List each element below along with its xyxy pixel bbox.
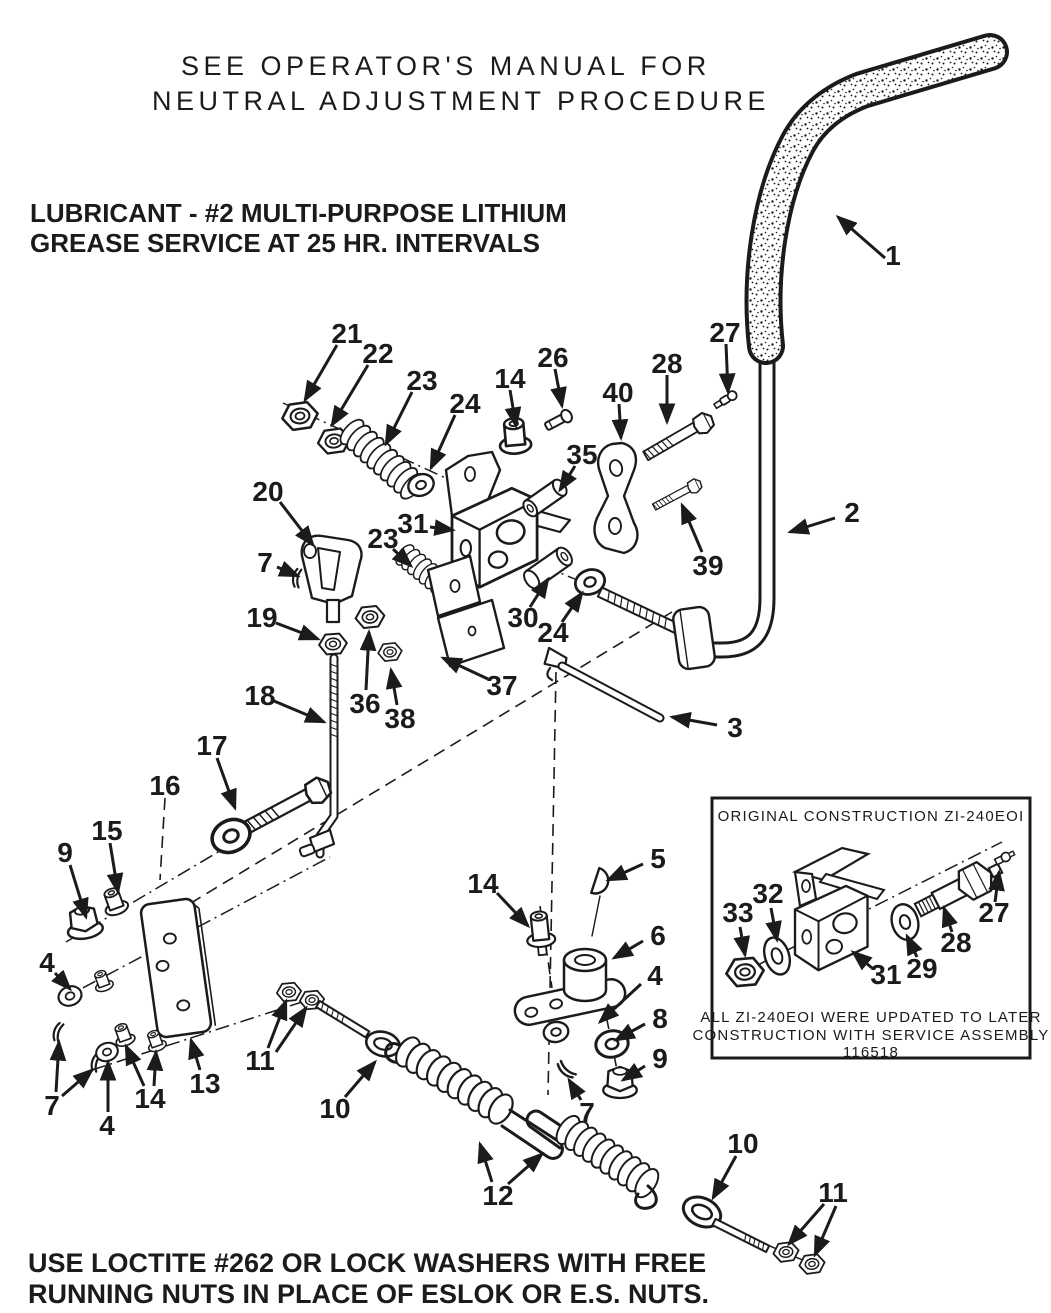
svg-text:1: 1 xyxy=(885,240,901,271)
bolt-39 xyxy=(651,477,704,514)
callout-35 xyxy=(560,439,598,490)
svg-text:26: 26 xyxy=(537,342,569,373)
svg-text:7: 7 xyxy=(579,1097,595,1128)
woodruff-key-5 xyxy=(591,868,611,897)
callout-5 xyxy=(608,843,666,880)
svg-text:4: 4 xyxy=(647,960,663,991)
flange-nut-9-pivot xyxy=(603,1067,637,1098)
nut-36 xyxy=(355,605,386,628)
callout-4a xyxy=(39,947,70,989)
svg-text:30: 30 xyxy=(507,602,539,633)
svg-text:21: 21 xyxy=(331,318,363,349)
svg-text:14: 14 xyxy=(467,868,499,899)
lubricant-note-line2: GREASE SERVICE AT 25 HR. INTERVALS xyxy=(30,228,540,258)
callout-19 xyxy=(246,602,318,639)
svg-text:18: 18 xyxy=(244,680,276,711)
svg-text:24: 24 xyxy=(537,617,569,648)
washer-4-pivot xyxy=(542,1020,570,1044)
callout-14c xyxy=(467,868,528,926)
top-note-line2: NEUTRAL ADJUSTMENT PROCEDURE xyxy=(152,86,771,116)
svg-text:31: 31 xyxy=(397,508,429,539)
svg-text:19: 19 xyxy=(246,602,278,633)
rod-ferrule xyxy=(672,606,716,670)
notes xyxy=(28,51,770,1309)
inset-title: ORIGINAL CONSTRUCTION ZI-240EOI xyxy=(717,808,1025,825)
nut-11-right-a xyxy=(772,1241,800,1263)
callout-22 xyxy=(332,338,394,425)
svg-text:17: 17 xyxy=(196,730,228,761)
svg-text:4: 4 xyxy=(39,947,55,978)
callout-24b xyxy=(537,593,582,648)
svg-text:38: 38 xyxy=(384,703,416,734)
construction-lines xyxy=(60,403,812,1264)
svg-text:4: 4 xyxy=(99,1110,115,1141)
inset-note-line2: CONSTRUCTION WITH SERVICE ASSEMBLY xyxy=(692,1027,1050,1044)
cotter-pin-7-pivot xyxy=(556,1060,576,1080)
svg-text:24: 24 xyxy=(449,388,481,419)
svg-text:9: 9 xyxy=(57,837,73,868)
svg-text:8: 8 xyxy=(652,1003,668,1034)
svg-text:14: 14 xyxy=(134,1083,166,1114)
callout-7a xyxy=(257,547,298,578)
svg-text:31: 31 xyxy=(870,959,902,990)
bottom-note-line2: RUNNING NUTS IN PLACE OF ESLOK OR E.S. NUTS. xyxy=(28,1279,710,1309)
svg-text:23: 23 xyxy=(406,365,438,396)
svg-text:11: 11 xyxy=(245,1045,275,1076)
callout-11b xyxy=(789,1177,848,1255)
callout-11a xyxy=(245,1001,306,1076)
svg-text:3: 3 xyxy=(727,712,743,743)
callout-18 xyxy=(244,680,324,722)
callout-12 xyxy=(480,1144,542,1211)
nut-38 xyxy=(377,642,402,661)
extension-spring-12-right xyxy=(527,1111,663,1208)
handle-grip xyxy=(764,52,990,346)
callout-10b xyxy=(713,1128,759,1198)
svg-text:40: 40 xyxy=(602,377,634,408)
bottom-note-line1: USE LOCTITE #262 OR LOCK WASHERS WITH FREE xyxy=(28,1248,707,1278)
svg-text:28: 28 xyxy=(651,348,683,379)
svg-text:5: 5 xyxy=(650,843,666,874)
svg-text:20: 20 xyxy=(252,476,284,507)
svg-text:13: 13 xyxy=(189,1068,221,1099)
inset-original-construction xyxy=(693,798,1050,1061)
callout-17 xyxy=(196,730,235,808)
callout-26 xyxy=(537,342,568,406)
callout-37 xyxy=(443,658,518,701)
callout-14a xyxy=(494,363,526,426)
callout-13 xyxy=(189,1040,220,1099)
callout-7b xyxy=(44,1042,92,1121)
svg-text:9: 9 xyxy=(652,1043,668,1074)
bolt-28 xyxy=(641,410,717,465)
callout-40 xyxy=(602,377,633,438)
svg-text:10: 10 xyxy=(727,1128,759,1159)
svg-text:39: 39 xyxy=(692,550,724,581)
svg-text:16: 16 xyxy=(149,770,181,801)
svg-text:10: 10 xyxy=(319,1093,351,1124)
svg-text:22: 22 xyxy=(362,338,394,369)
svg-text:7: 7 xyxy=(44,1090,60,1121)
svg-text:15: 15 xyxy=(91,815,123,846)
top-note-line1: SEE OPERATOR'S MANUAL FOR xyxy=(181,51,711,81)
bushing-14-pivot xyxy=(524,910,556,956)
callout-27 xyxy=(709,317,740,392)
callout-9b xyxy=(623,1043,668,1080)
axis-main-diagonal xyxy=(186,612,672,906)
pivot-arm-6 xyxy=(512,949,627,1027)
callout-16 xyxy=(149,770,180,880)
svg-text:23: 23 xyxy=(367,523,399,554)
callout-23a xyxy=(386,365,438,444)
eyebolt-10-left xyxy=(316,1001,402,1060)
svg-text:29: 29 xyxy=(906,953,938,984)
adjusting-rod-18 xyxy=(299,658,338,857)
callout-20 xyxy=(252,476,313,545)
svg-text:2: 2 xyxy=(844,497,860,528)
bushing-middle-axis xyxy=(90,968,114,994)
nut-11-right-b xyxy=(798,1253,826,1275)
svg-text:12: 12 xyxy=(482,1180,514,1211)
callout-4b xyxy=(99,1062,115,1141)
grease-fitting-27 xyxy=(713,389,739,410)
key-leader-line xyxy=(592,896,600,936)
svg-text:37: 37 xyxy=(486,670,518,701)
callout-9a xyxy=(57,837,86,917)
svg-text:36: 36 xyxy=(349,688,381,719)
callout-15 xyxy=(91,815,122,892)
cross-rod xyxy=(541,648,660,718)
cotter-pin-7-upper xyxy=(291,568,302,587)
svg-text:27: 27 xyxy=(978,897,1010,928)
cotter-pin-7-left-a xyxy=(51,1022,64,1041)
callout-8 xyxy=(616,1003,668,1040)
threaded-link-rod xyxy=(598,587,716,670)
bushing-15 xyxy=(99,885,130,918)
pivot-bracket-40 xyxy=(594,443,637,553)
svg-text:28: 28 xyxy=(940,927,972,958)
callout-28 xyxy=(651,348,682,422)
callout-1 xyxy=(838,217,901,271)
svg-text:33: 33 xyxy=(722,897,754,928)
clevis-20 xyxy=(302,536,362,622)
callout-10a xyxy=(319,1062,375,1124)
eyebolt-10-right xyxy=(678,1191,769,1252)
svg-text:7: 7 xyxy=(257,547,273,578)
callout-3 xyxy=(672,712,743,743)
washer-8 xyxy=(594,1028,631,1059)
hex-nut-21 xyxy=(281,401,320,431)
jam-nut-19 xyxy=(318,633,347,655)
clevis-pin-26 xyxy=(543,408,574,433)
svg-text:14: 14 xyxy=(494,363,526,394)
callout-36 xyxy=(349,632,380,719)
nut-11-left-a xyxy=(276,982,302,1001)
lubricant-note-line1: LUBRICANT - #2 MULTI-PURPOSE LITHIUM xyxy=(30,198,567,228)
callout-6 xyxy=(614,920,666,958)
callout-39 xyxy=(682,505,724,581)
callout-14b xyxy=(126,1046,166,1114)
svg-text:11: 11 xyxy=(818,1177,848,1208)
callout-31 xyxy=(397,508,453,539)
callout-38 xyxy=(384,670,415,734)
inset-note-line1: ALL ZI-240EOI WERE UPDATED TO LATER xyxy=(700,1009,1042,1026)
svg-text:35: 35 xyxy=(566,439,598,470)
svg-text:32: 32 xyxy=(752,878,784,909)
svg-text:27: 27 xyxy=(709,317,741,348)
inset-note-line3: 116518 xyxy=(842,1044,900,1061)
extension-spring-12-left xyxy=(386,1033,563,1158)
mounting-plate-13 xyxy=(140,897,216,1038)
svg-text:6: 6 xyxy=(650,920,666,951)
callout-2 xyxy=(790,497,860,532)
